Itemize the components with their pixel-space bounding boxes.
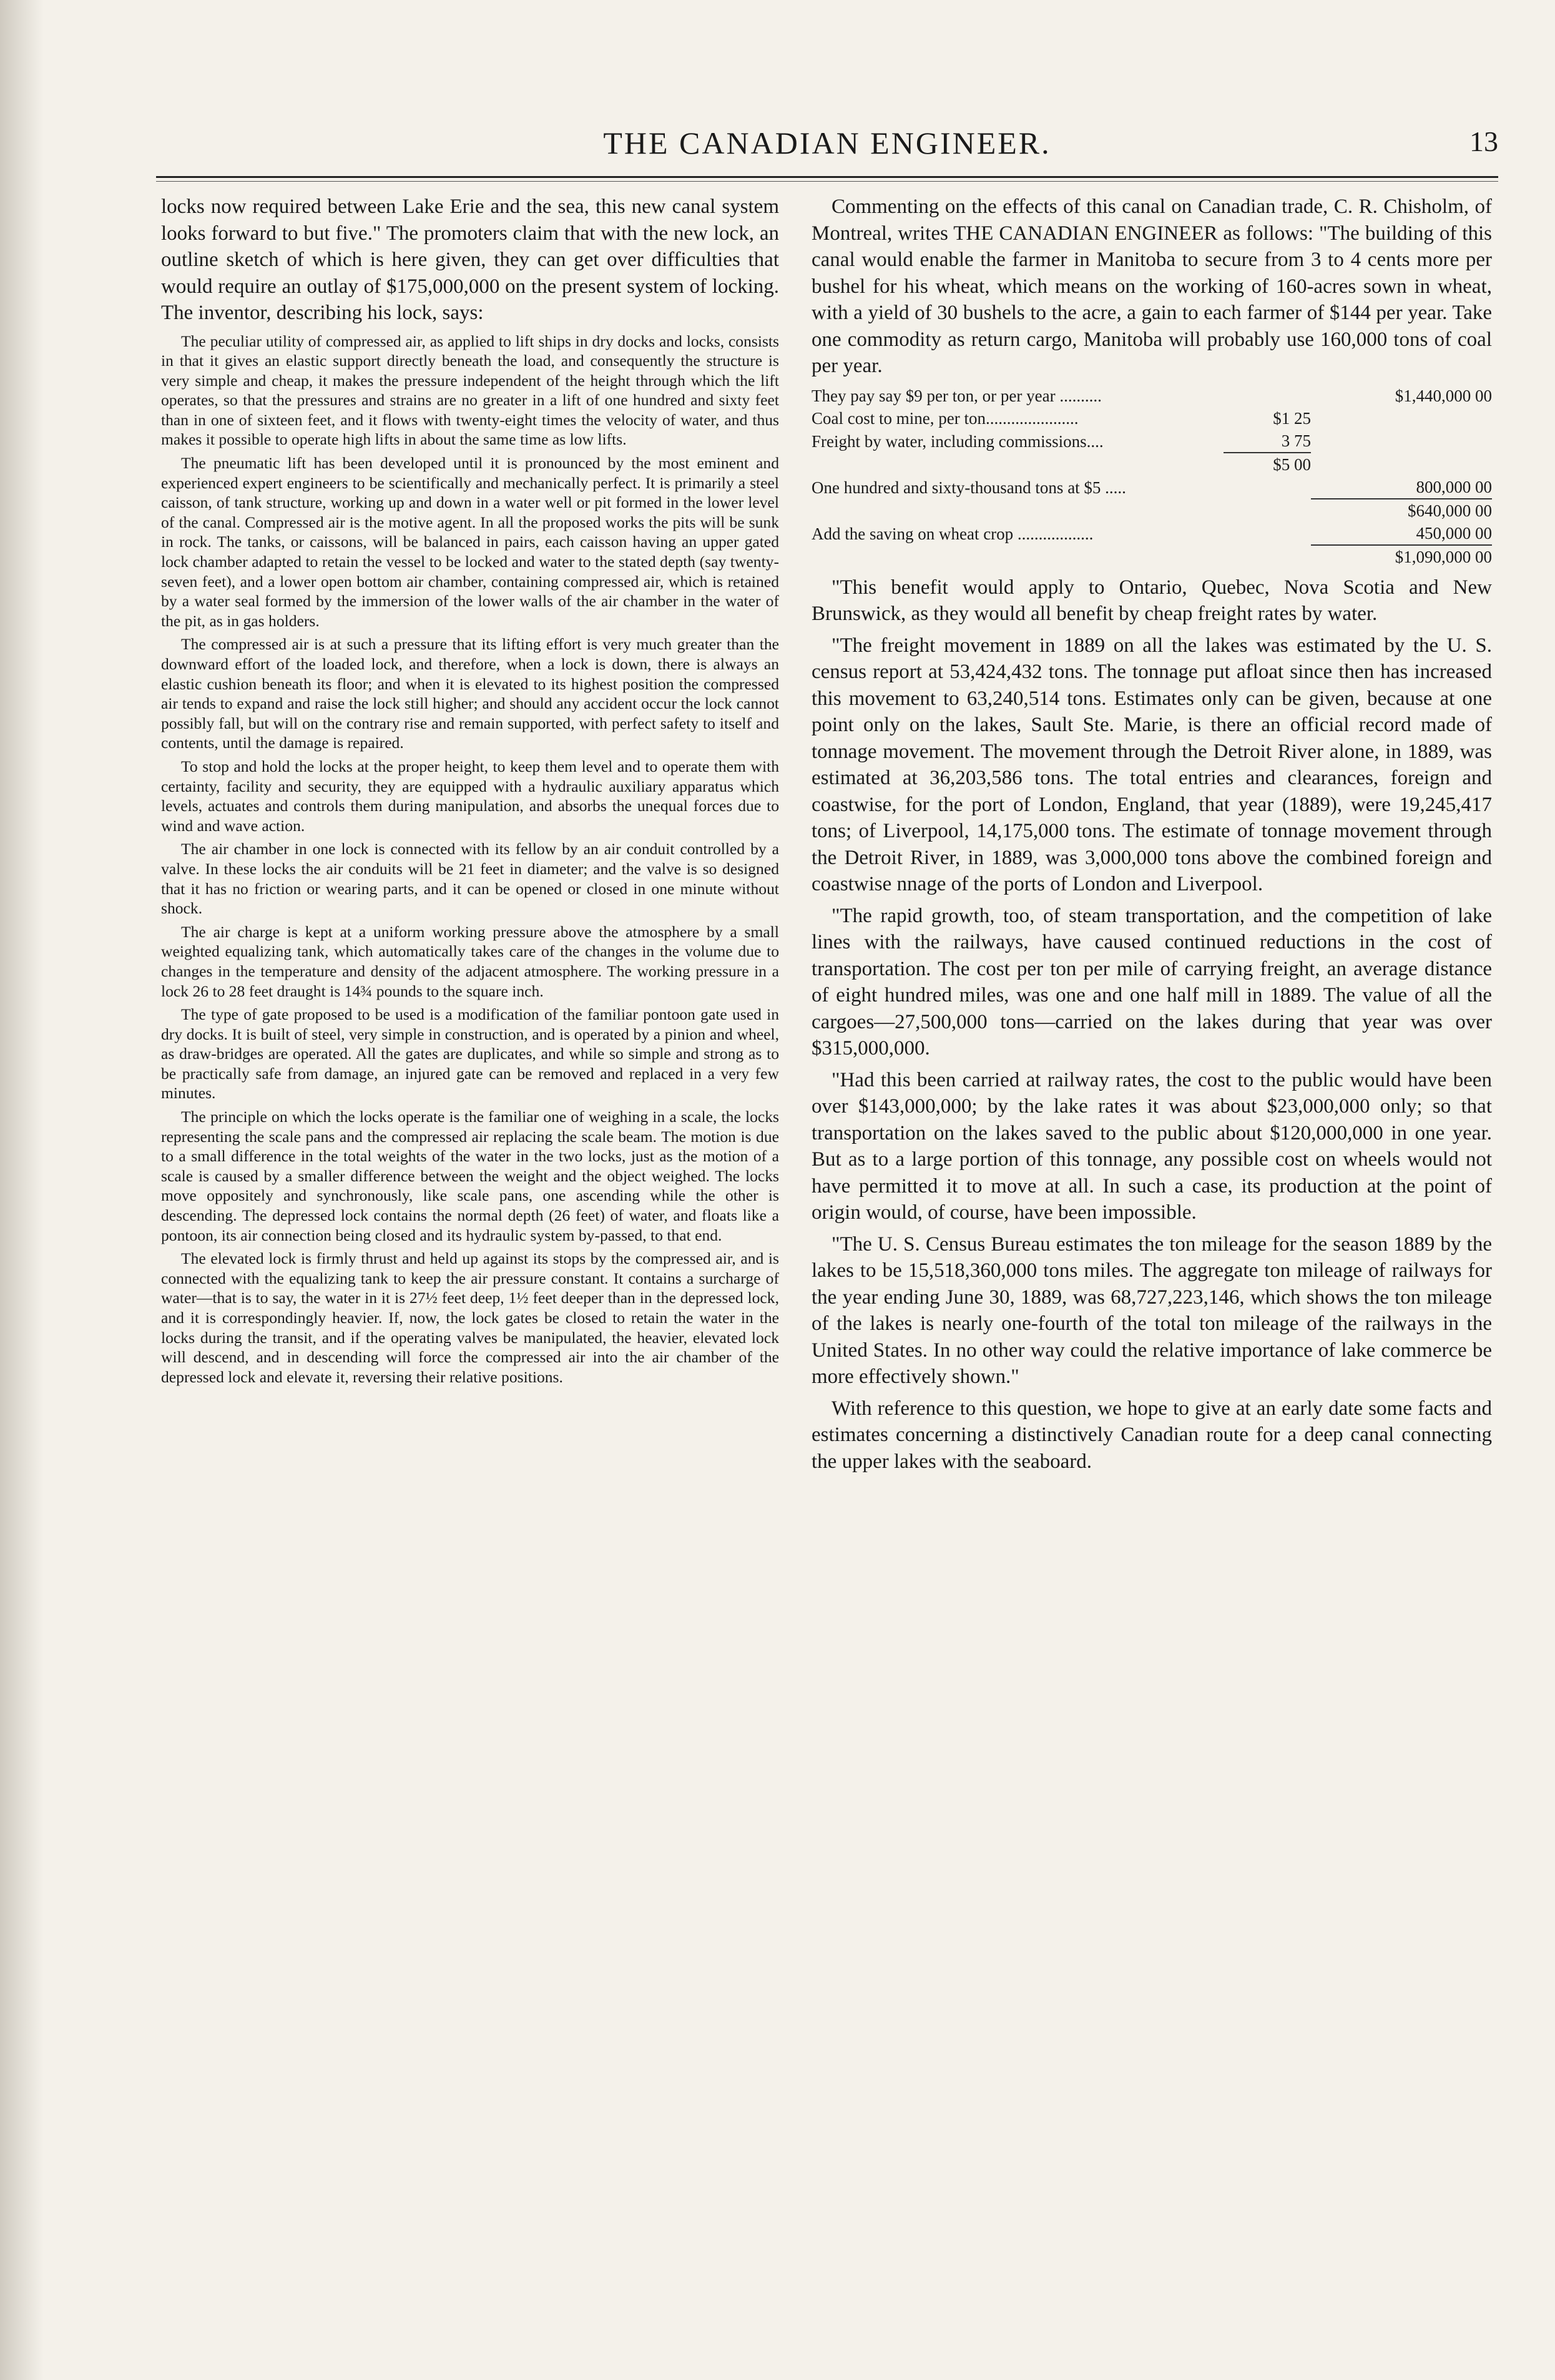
quote-paragraph: The elevated lock is firmly thrust and held up against its stops by the compressed air, and is connected with the equalizing tank to keep the air pressure constant. It contains a surcharge of water—that is to say, the water in it is 27½ feet deep, 1½ feet deeper than in the depressed lock, and it is correspondingly heavier. If, now, the lock gates be closed to retain the water in the locks during the transit, and if the operating valves be manipulated, the heavier, elevated lock will descend, and in descending will force the compressed air into the air chamber of the depressed lock and elevate it, reversing their relative positions. bbox=[161, 1249, 779, 1386]
commentary-paragraph: Commenting on the effects of this canal on Canadian trade, C. R. Chisholm, of Montreal, writes THE CANADIAN ENGINEER as follows: "The building of this canal would enable the farmer in Manitoba to secure from 3 to 4 cents more per bushel for his wheat, which means on the working of 160-acres sown in wheat, with a yield of 30 bushels to the acre, a gain to each farmer of $144 per year. Take one commodity as return cargo, Manitoba will probably use 160,000 tons of coal per year. bbox=[812, 195, 1492, 377]
commentary-paragraph: "This benefit would apply to Ontario, Quebec, Nova Scotia and New Brunswick, as they would all benefit by cheap freight rates by water. bbox=[812, 576, 1492, 625]
page-binding-edge bbox=[0, 0, 44, 2380]
table-row bbox=[812, 407, 1492, 430]
quote-paragraph: The air charge is kept at a uniform working pressure above the atmosphere by a small weighted equalizing tank, which automatically takes care of the changes in the volume due to changes in the temperature and density of the adjacent atmosphere. The working pressure in a lock 26 to 28 feet draught is 14¾ pounds to the square inch. bbox=[161, 922, 779, 1000]
commentary-paragraph: "Had this been carried at railway rates, the cost to the public would have been over $143,000,000; by the lake rates it was about $23,000,000 only; so that transportation on the lakes saved to the public about $120,000,000 in one year. But as to a large portion of this tonnage, any possible cost on wheels would not have permitted it to move at all. In such a case, its production at the point of origin would, of course, have been impossible. bbox=[812, 1068, 1492, 1224]
table-row bbox=[812, 545, 1492, 568]
commentary-paragraph: "The freight movement in 1889 on all the lakes was estimated by the U. S. census report at 53,424,432 tons. The tonnage put afloat since then has increased this movement to 63,240,514 tons. Estimates only can be given, because at one point only on the lakes, Sault Ste. Marie, is there an official record made of tonnage movement. The movement through the Detroit River alone, in 1889, was estimated at 36,203,586 tons. The total entries and clearances, foreign and coastwise, for the port of London, England, that year (1889), were 19,245,417 tons; of Liverpool, 14,175,000 tons. The estimate of tonnage movement through the Detroit River, in 1889, was 3,000,000 tons above the combined foreign and coastwise nnage of the ports of London and Liverpool. bbox=[812, 634, 1492, 895]
table-row bbox=[812, 522, 1492, 545]
table-label: Freight by water, including commissions.... bbox=[812, 431, 1104, 451]
table-subvalue: $1 25 bbox=[1273, 408, 1311, 428]
table-label: One hundred and sixty-thousand tons at $5 ..... bbox=[812, 478, 1126, 497]
table-total: $1,090,000 00 bbox=[1311, 545, 1492, 568]
table-subvalue: 3 75 bbox=[1281, 431, 1311, 450]
quote-paragraph: The air chamber in one lock is connected with its fellow by an air conduit controlled by a valve. In these locks the air conduits will be 21 feet in diameter; and the valve is so designed that it has no friction or wearing parts, and it can be opened or closed in one minute without shock. bbox=[161, 840, 779, 918]
table-value: 450,000 00 bbox=[1416, 523, 1492, 543]
quote-paragraph: The pneumatic lift has been developed until it is pronounced by the most eminent and experienced expert engineers to be scientifically and mechanically perfect. It is primarily a steel caisson, of tank structure, working up and down in a water well or pit formed in the lower level of the canal. Compressed air is the motive agent. In all the proposed works the pits will be sunk in rock. The tanks, or caissons, will be balanced in pairs, each caisson having an upper gated lock chamber adapted to retain the vessel to be locked and water to the stated depth (say twenty-seven feet), and a lower open bottom air chamber, containing compressed air, which is retained by a water seal formed by the immersion of the lower walls of the air chamber in the water of the pit, as in gas holders. bbox=[161, 454, 779, 630]
table-label: Add the saving on wheat crop .................. bbox=[812, 524, 1094, 543]
commentary-paragraph: "The U. S. Census Bureau estimates the ton mileage for the season 1889 by the lakes to be 15,518,360,000 tons miles. The aggregate ton mileage of railways for the year ending June 30, 1889, was 68,727,223,146, which shows the ton mileage of the lakes is nearly one-fourth of the total ton mileage of the railways in the United States. In no other way could the relative importance of lake commerce be more effectively shown." bbox=[812, 1232, 1492, 1388]
commentary-paragraph: With reference to this question, we hope to give at an early date some facts and estimates concerning a distinctively Canadian route for a deep canal connecting the upper lakes with the seaboard. bbox=[812, 1397, 1492, 1473]
left-column bbox=[161, 194, 779, 1390]
table-row bbox=[812, 453, 1492, 476]
table-label: Coal cost to mine, per ton...................... bbox=[812, 408, 1079, 428]
header-rule bbox=[156, 176, 1498, 178]
quote-paragraph: The type of gate proposed to be used is a modification of the familiar pontoon gate used in dry docks. It is built of steel, very simple in construction, and is operated by a pinion and wheel, as draw-bridges are operated. All the gates are duplicates, and while so simple and strong as to be practically safe from damage, an injured gate can be removed and replaced in a very few minutes. bbox=[161, 1005, 779, 1103]
table-row bbox=[812, 430, 1492, 453]
quote-paragraph: The peculiar utility of compressed air, as applied to lift ships in dry docks and locks, consists in that it gives an elastic support directly beneath the load, and consequently the structure is very simple and cheap, it makes the pressure independent of the height through which the lift operates, so that the pressures and strains are no greater in a lift of one hundred and sixty feet than in one of sixteen feet, and it flows with twenty-eight times the velocity of water, and thus makes it possible to operate high lifts in about the same time as low lifts. bbox=[161, 332, 779, 449]
table-row bbox=[812, 476, 1492, 499]
table-row bbox=[812, 499, 1492, 522]
table-value: 800,000 00 bbox=[1416, 477, 1492, 496]
freight-cost-table bbox=[812, 385, 1492, 568]
right-column bbox=[812, 194, 1492, 1480]
header-rule-thin bbox=[156, 181, 1498, 182]
running-header bbox=[156, 119, 1498, 175]
journal-title: THE CANADIAN ENGINEER. bbox=[603, 125, 1051, 160]
quote-paragraph: To stop and hold the locks at the proper height, to keep them level and to operate them with certainty, facility and security, they are equipped with a hydraulic auxiliary apparatus which levels, actuates and controls them during manipulation, and absorbs the unequal forces due to wind and wave action. bbox=[161, 757, 779, 835]
intro-paragraph: locks now required between Lake Erie and the sea, this new canal system looks forward to but five." The promoters claim that with the new lock, an outline sketch of which is here given, they can get over difficulties that would require an outlay of $175,000,000 on the present system of locking. The inventor, describing his lock, says: bbox=[161, 195, 779, 324]
quote-paragraph: The compressed air is at such a pressure that its lifting effort is very much greater than the downward effort of the loaded lock, and therefore, when a lock is down, there is always an elastic cushion beneath its floor; and when it is elevated to its highest position the compressed air tends to expand and raise the lock still higher; and should any accident occur the lock cannot possibly fall, but will on the contrary rise and remain supported, with perfect safety to itself and contents, until the damage is repaired. bbox=[161, 635, 779, 752]
quote-paragraph: The principle on which the locks operate is the familiar one of weighing in a scale, the locks representing the scale pans and the compressed air replacing the scale beam. The motion is due to a small difference in the total weights of the water in the two locks, just as the motion of a scale is caused by a smaller difference between the weight and the object weighed. The locks move oppositely and synchronously, like scale pans, one ascending while the other is descending. The depressed lock contains the normal depth (26 feet) of water, and floats like a pontoon, its air connection being closed and its hydraulic system by-passed, to that end. bbox=[161, 1108, 779, 1244]
table-value: $1,440,000 00 bbox=[1395, 386, 1492, 405]
table-subtotal: $640,000 00 bbox=[1311, 499, 1492, 522]
table-row bbox=[812, 385, 1492, 407]
table-label: They pay say $9 per ton, or per year .......... bbox=[812, 386, 1102, 405]
page-number: 13 bbox=[1469, 125, 1498, 157]
commentary-paragraph: "The rapid growth, too, of steam transportation, and the competition of lake lines with the railways, have caused continued reductions in the cost of transportation. The cost per ton per mile of carrying freight, an average distance of eight hundred miles, was one and one half mill in 1889. The value of all the cargoes—27,500,000 tons—carried on the lakes during that year was over $315,000,000. bbox=[812, 904, 1492, 1060]
table-subtotal: $5 00 bbox=[1224, 453, 1311, 476]
